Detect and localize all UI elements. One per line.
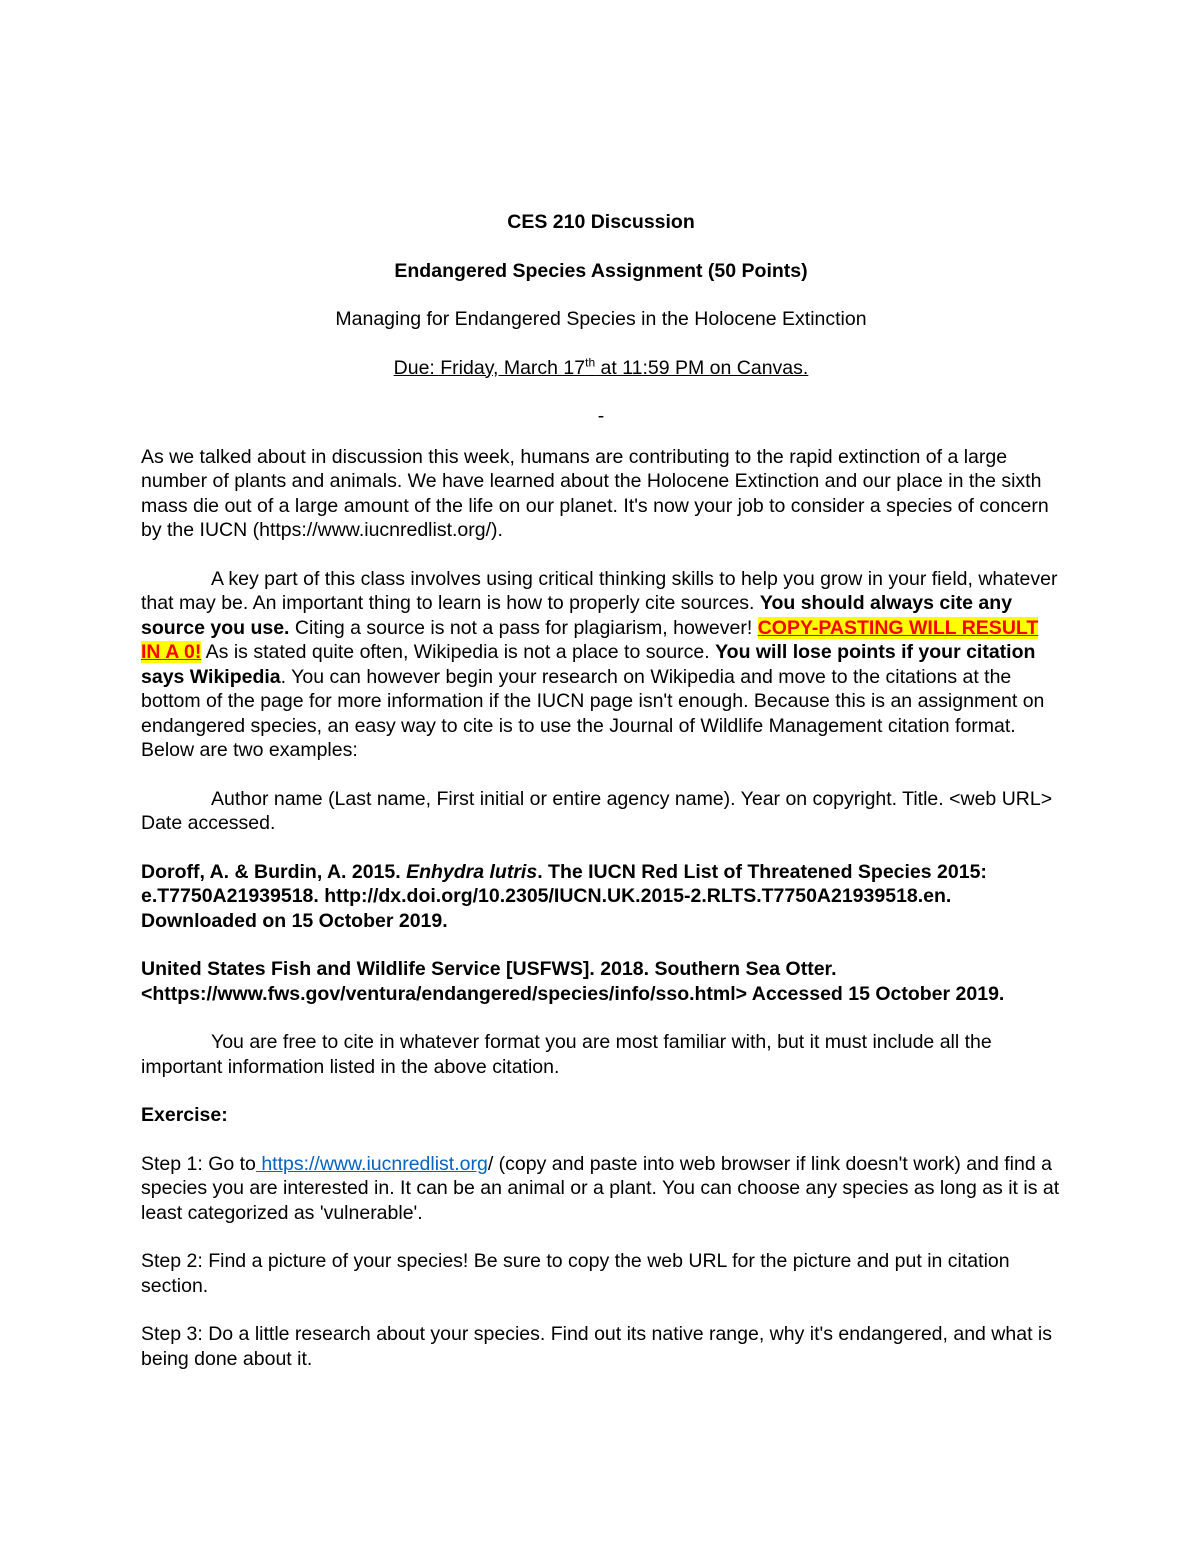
citing-bold-1: You should always cite any source you use. <box>141 592 1013 639</box>
iucn-link[interactable]: https://www.iucnredlist.org <box>255 1152 488 1175</box>
example-1-post: . The IUCN Red List of Threatened Species 2015: e.T7750A21939518. http://dx.doi.org/10.2305/IUCN.UK.2015-2.RLTS.T7750A21939518.en. Downloaded on 15 October 2019. <box>141 860 987 932</box>
citation-example-1 <box>141 860 1061 934</box>
step-3: Step 3: Do a little research about your species. Find out its native range, why it's endangered, and what is being done about it. <box>141 1323 1052 1370</box>
citing-text-1: A key part of this class involves using critical thinking skills to help you grow in your field, whatever that may be. An important thing to learn is how to properly cite sources. <box>141 567 1058 614</box>
course-title: CES 210 Discussion <box>507 211 695 233</box>
document-body <box>141 210 1061 1395</box>
due-date <box>141 356 1061 381</box>
assignment-title: Endangered Species Assignment (50 Points) <box>394 259 808 282</box>
citation-format: Author name (Last name, First initial or entire agency name). Year on copyright. Title. <web URL> Date accessed. <box>141 787 1053 834</box>
step-2: Step 2: Find a picture of your species! Be sure to copy the web URL for the picture and put in citation section. <box>141 1250 1010 1297</box>
citing-paragraph <box>141 567 1061 763</box>
citing-text-4: . You can however begin your research on Wikipedia and move to the citations at the bottom of the page for more information if the IUCN page isn't enough. Because this is an assignment on endangered species, an easy way to cite is to use the Journal of Wildlife Management citation format. Below are two examples: <box>141 665 1045 761</box>
intro-paragraph: As we talked about in discussion this week, humans are contributing to the rapid extinction of a large number of plants and animals. We have learned about the Holocene Extinction and our place in the sixth mass die out of a large amount of the life on our planet. It's now your job to consider a species of concern by the IUCN (https://www.iucnredlist.org/). <box>141 445 1049 541</box>
step-1-post: / (copy and paste into web browser if link doesn't work) and find a species you are interested in. It can be an animal or a plant. You can choose any species as long as it is at least categorized as 'vulnerable'. <box>141 1152 1060 1224</box>
exercise-heading: Exercise: <box>141 1104 228 1126</box>
assignment-subtitle: Managing for Endangered Species in the Holocene Extinction <box>335 308 867 330</box>
separator-dash: - <box>597 405 605 427</box>
due-date-suffix: at 11:59 PM on Canvas. <box>595 356 809 379</box>
citing-text-2: Citing a source is not a pass for plagiarism, however! <box>289 616 758 639</box>
citing-bold-2: You will lose points if your citation says Wikipedia <box>141 641 1036 688</box>
example-1-pre: Doroff, A. & Burdin, A. 2015. <box>141 860 407 883</box>
due-date-prefix: Due: Friday, March 17 <box>393 356 586 379</box>
step-1 <box>141 1152 1061 1226</box>
copy-paste-warning: COPY-PASTING WILL RESULT IN A 0! <box>141 616 1039 663</box>
due-date-sup: th <box>585 355 596 369</box>
example-1-species: Enhydra lutris <box>406 860 538 883</box>
citation-example-2: United States Fish and Wildlife Service [USFWS]. 2018. Southern Sea Otter. <https://www.fws.gov/ventura/endangered/species/info/sso.html> Accessed 15 October 2019. <box>141 958 1005 1005</box>
step-1-pre: Step 1: Go to <box>141 1152 256 1175</box>
free-format-paragraph: You are free to cite in whatever format you are most familiar with, but it must include all the important information listed in the above citation. <box>141 1031 992 1078</box>
citing-text-3: As is stated quite often, Wikipedia is not a place to source. <box>201 641 716 663</box>
